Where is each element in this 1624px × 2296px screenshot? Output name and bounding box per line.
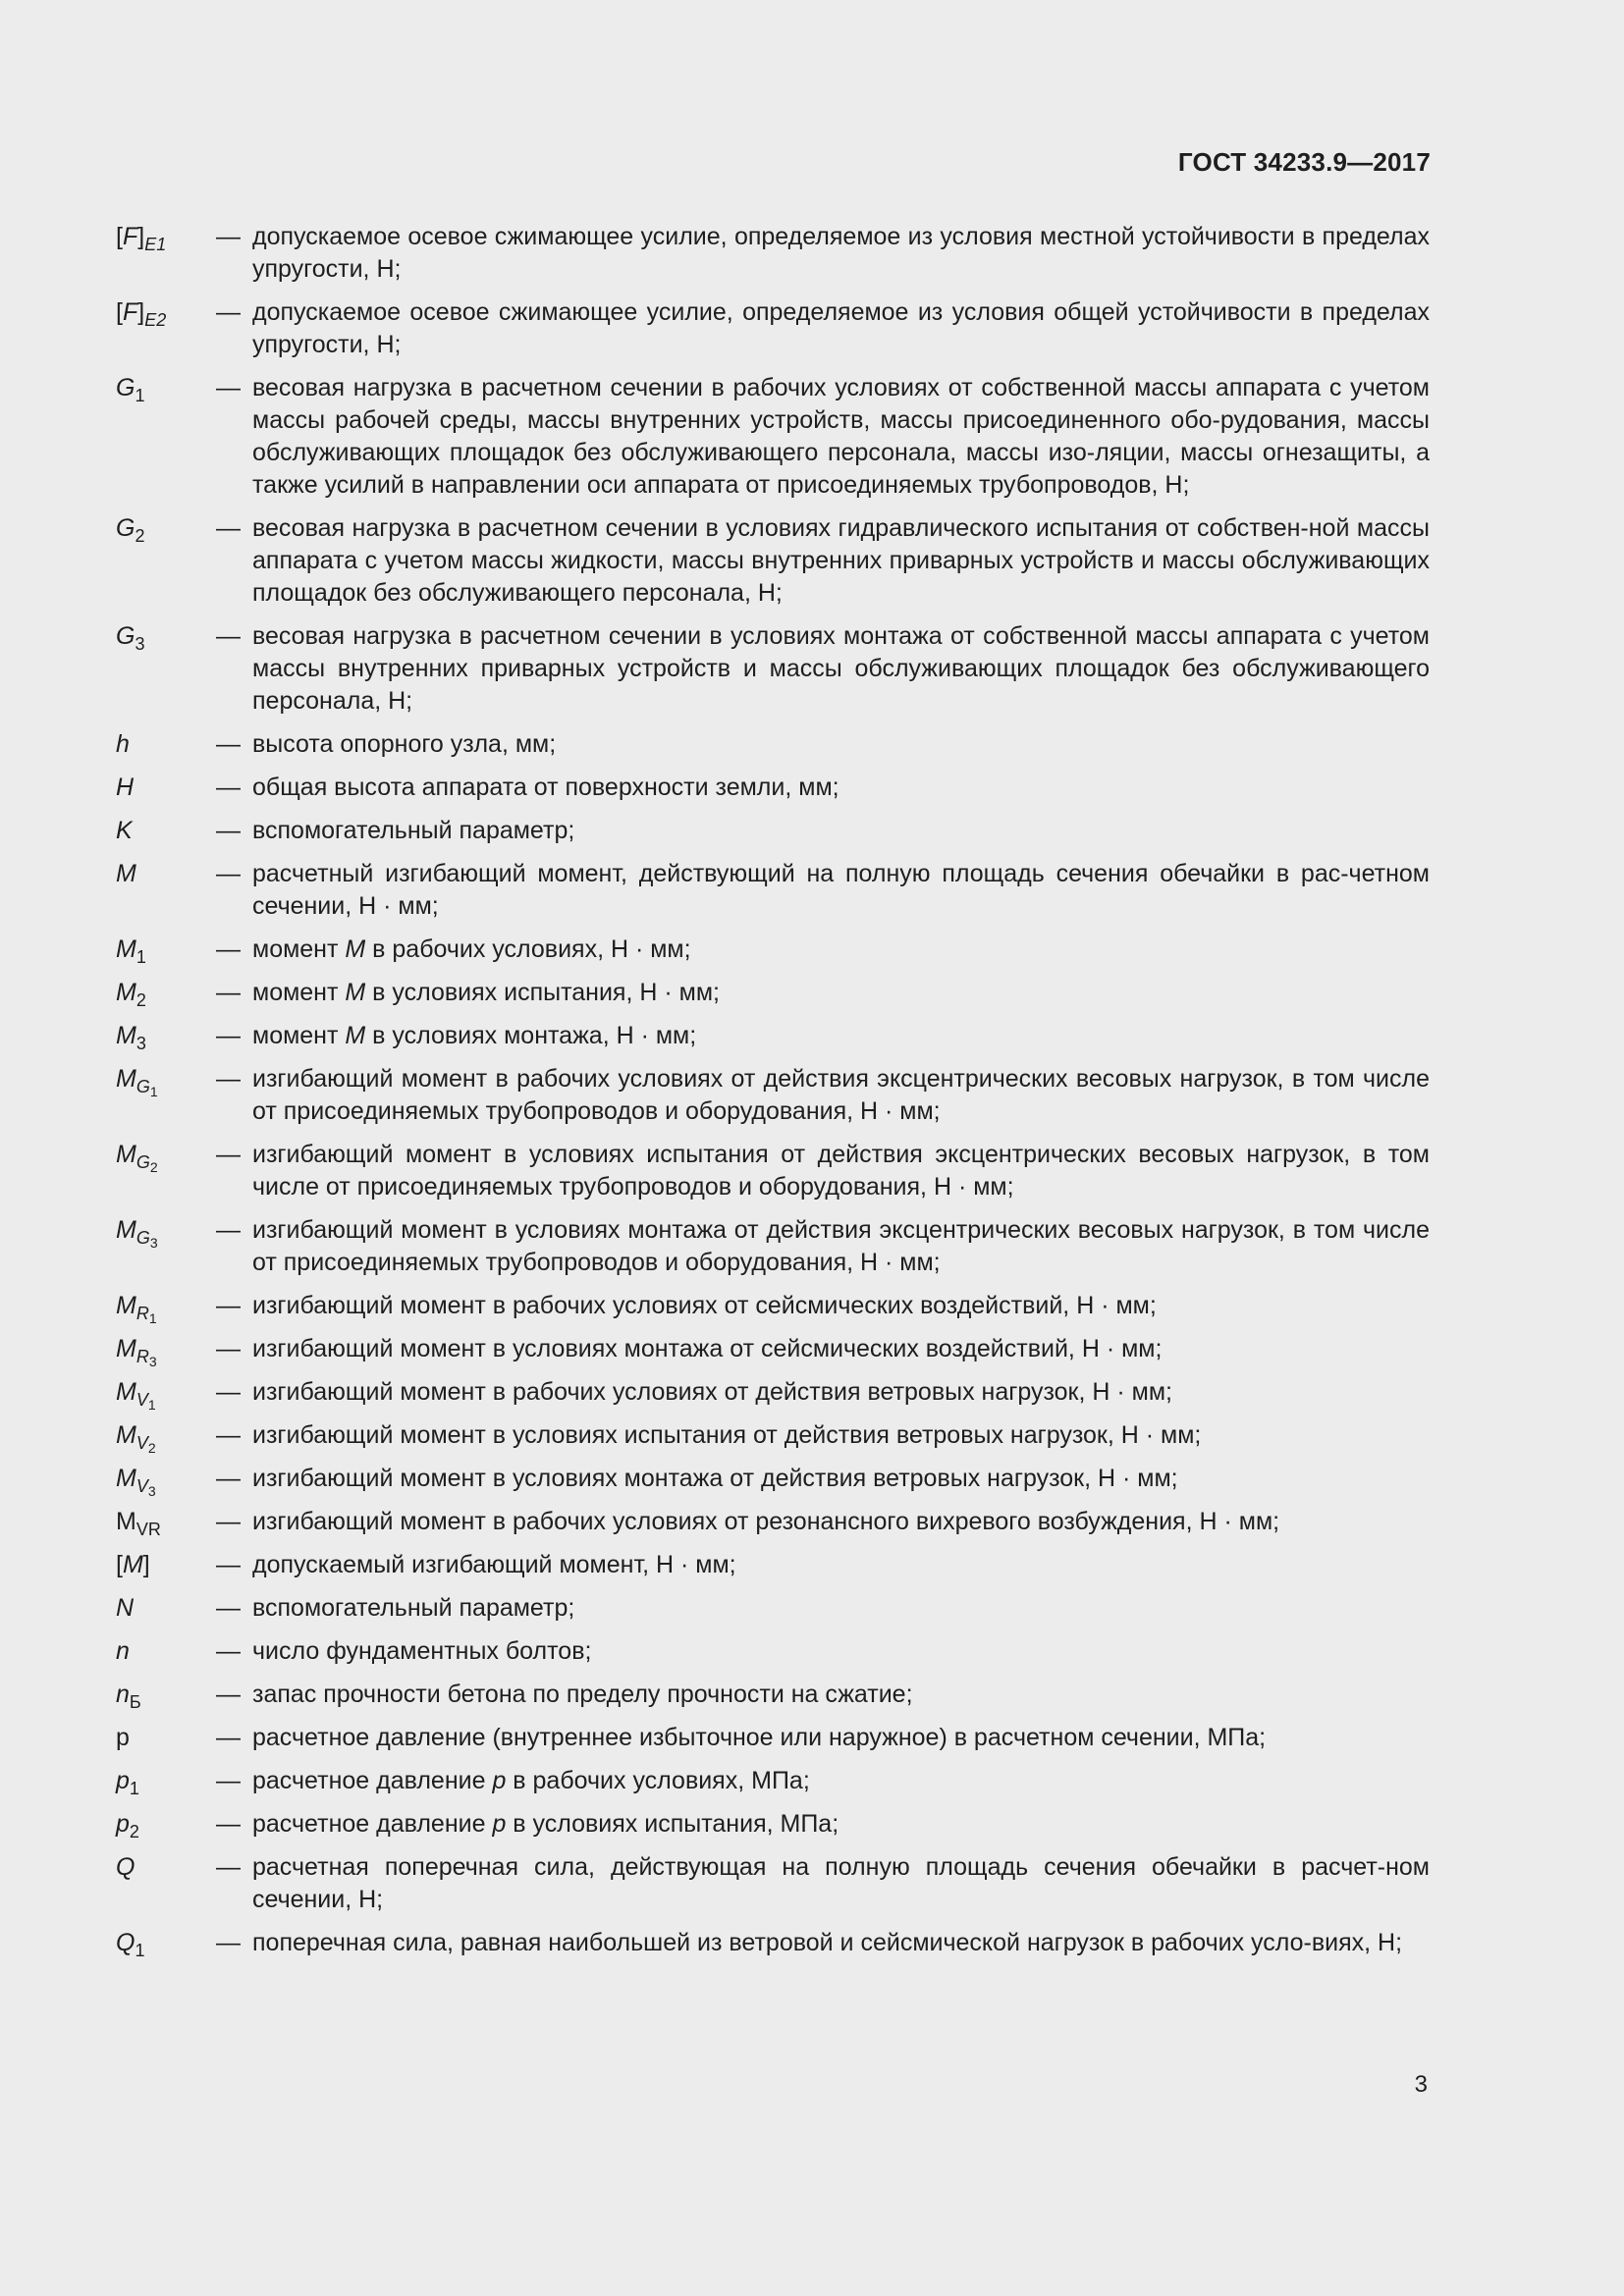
definition-row xyxy=(116,296,1430,361)
symbol-sub: R xyxy=(135,1347,149,1366)
definition-symbol xyxy=(116,1463,216,1499)
definition-text-symbol: p xyxy=(492,1810,507,1838)
definition-dash: — xyxy=(216,730,241,758)
symbol-subscript: 3 xyxy=(135,1034,146,1053)
definition-text: изгибающий момент в условиях монтажа от действия эксцентрических весовых нагрузок, в том числе от присоединяемых трубопроводов и оборудования, Н · мм; xyxy=(252,1216,1430,1276)
symbol-sub: V xyxy=(135,1433,148,1453)
definition-row xyxy=(116,372,1430,502)
definition-text: расчетная поперечная сила, действующая на полную площадь сечения обечайки в расчет-ном сечении, Н; xyxy=(252,1853,1430,1913)
definition-text-pre: момент xyxy=(252,1022,346,1049)
definition-row xyxy=(116,1020,1430,1052)
definition-dash: — xyxy=(216,1292,241,1319)
symbol-sub-subscript: 3 xyxy=(149,1235,158,1251)
definition-dash: — xyxy=(216,1141,241,1168)
symbol-subscript: 2 xyxy=(135,990,146,1010)
definition-symbol xyxy=(116,728,216,761)
definition-symbol xyxy=(116,1290,216,1326)
definition-text: допускаемое осевое сжимающее усилие, определяемое из условия местной устойчивости в пределах упругости, Н; xyxy=(252,223,1430,283)
definition-row xyxy=(116,815,1430,847)
symbol-open: [ xyxy=(116,1551,123,1578)
definition-row xyxy=(116,772,1430,804)
definition-symbol xyxy=(116,1851,216,1884)
symbol-sub: V xyxy=(135,1476,148,1496)
symbol-main: F xyxy=(122,298,138,326)
symbol-subscript: 1 xyxy=(135,1941,145,1960)
symbol-main: K xyxy=(116,817,133,844)
definition-row xyxy=(116,977,1430,1009)
definition-dash: — xyxy=(216,1216,241,1244)
symbol-sub-subscript: 2 xyxy=(149,1159,158,1175)
definition-dash: — xyxy=(216,298,241,326)
definition-symbol xyxy=(116,1419,216,1456)
symbol-main: H xyxy=(116,774,135,801)
definition-text xyxy=(252,1765,1430,1797)
definition-text xyxy=(252,977,1430,1009)
definition-dash: — xyxy=(216,1378,241,1406)
symbol-subscript xyxy=(135,1228,158,1251)
symbol-main: M xyxy=(122,1551,143,1578)
symbol-main: G xyxy=(116,374,135,401)
symbol-subscript xyxy=(135,1152,158,1175)
definition-dash: — xyxy=(216,1508,241,1535)
symbol-main: M xyxy=(116,1292,136,1319)
definition-symbol xyxy=(116,934,216,966)
symbol-main: N xyxy=(116,1594,135,1622)
definition-text: весовая нагрузка в расчетном сечении в рабочих условиях от собственной массы аппарата с учетом массы рабочей среды, массы внутренних устройств, массы присоединенного обо-рудования, массы обслуживающих площадок без обслуживающего персонала, массы изо-ляции, массы огнезащиты, а также усилий в направлении оси аппарата от присоединяемых трубопроводов, Н; xyxy=(252,374,1430,499)
definition-row xyxy=(116,1765,1430,1797)
definition-symbol xyxy=(116,512,216,545)
symbol-main: M xyxy=(116,1508,136,1535)
symbol-close: ] xyxy=(137,223,145,250)
symbol-main: G xyxy=(116,514,135,542)
definition-text: изгибающий момент в рабочих условиях от действия ветровых нагрузок, Н · мм; xyxy=(252,1378,1172,1406)
definition-text: расчетное давление (внутреннее избыточное или наружное) в расчетном сечении, МПа; xyxy=(252,1724,1267,1751)
symbol-sub-subscript: 3 xyxy=(147,1483,156,1499)
definition-row xyxy=(116,1592,1430,1625)
definition-symbol xyxy=(116,1592,216,1625)
definition-text: вспомогательный параметр; xyxy=(252,1594,575,1622)
symbol-sub: E2 xyxy=(144,310,167,330)
definition-row xyxy=(116,1290,1430,1326)
definition-symbol xyxy=(116,1333,216,1369)
symbol-main: n xyxy=(116,1681,130,1708)
definition-dash: — xyxy=(216,514,241,542)
definition-text: высота опорного узла, мм; xyxy=(252,730,557,758)
definition-dash: — xyxy=(216,817,241,844)
symbol-main: M xyxy=(116,1421,136,1449)
page-header: ГОСТ 34233.9—2017 xyxy=(1177,147,1431,177)
definition-dash: — xyxy=(216,1853,241,1881)
definition-dash: — xyxy=(216,774,241,801)
definition-text: весовая нагрузка в расчетном сечении в условиях гидравлического испытания от собствен-ной массы аппарата с учетом массы жидкости, массы внутренних приварных устройств и массы обслуживающих площадок без обслуживающего персонала, Н; xyxy=(252,514,1430,607)
definition-symbol xyxy=(116,1020,216,1052)
symbol-open: [ xyxy=(116,223,123,250)
definition-text-post: в рабочих условиях, МПа; xyxy=(506,1767,810,1794)
symbol-sub: V xyxy=(135,1390,148,1410)
definition-dash: — xyxy=(216,935,241,963)
definition-row xyxy=(116,1722,1430,1754)
definition-row xyxy=(116,1214,1430,1279)
definition-dash: — xyxy=(216,1465,241,1492)
definition-row xyxy=(116,1139,1430,1203)
definition-symbol xyxy=(116,1549,216,1581)
symbol-main: p xyxy=(116,1767,130,1794)
definition-row xyxy=(116,1927,1430,1959)
definition-symbol xyxy=(116,1063,216,1099)
definition-symbol xyxy=(116,1214,216,1251)
definition-row xyxy=(116,1808,1430,1841)
symbol-main: G xyxy=(116,622,135,650)
definition-dash: — xyxy=(216,979,241,1006)
definition-text: допускаемое осевое сжимающее усилие, определяемое из условия общей устойчивости в пределах упругости, Н; xyxy=(252,298,1430,358)
symbol-close: ] xyxy=(137,298,145,326)
symbol-main: p xyxy=(116,1810,130,1838)
definition-row xyxy=(116,512,1430,610)
symbol-main: M xyxy=(116,1378,136,1406)
definition-row xyxy=(116,1506,1430,1538)
definition-dash: — xyxy=(216,1637,241,1665)
definition-row xyxy=(116,1851,1430,1916)
symbol-main: M xyxy=(116,1065,136,1093)
symbol-main: M xyxy=(116,1465,136,1492)
definition-text: изгибающий момент в рабочих условиях от действия эксцентрических весовых нагрузок, в том числе от присоединяемых трубопроводов и оборудования, Н · мм; xyxy=(252,1065,1430,1125)
definition-text: поперечная сила, равная наибольшей из ветровой и сейсмической нагрузок в рабочих усло-виях, Н; xyxy=(252,1929,1403,1956)
definition-symbol xyxy=(116,1376,216,1413)
symbol-close: ] xyxy=(142,1551,150,1578)
symbol-main: F xyxy=(122,223,138,250)
symbol-sub-subscript: 1 xyxy=(147,1397,156,1413)
page-number: 3 xyxy=(1414,2071,1428,2098)
symbol-sub: G xyxy=(135,1077,150,1096)
definition-text: число фундаментных болтов; xyxy=(252,1637,592,1665)
definition-row xyxy=(116,1679,1430,1711)
definition-dash: — xyxy=(216,1724,241,1751)
definition-dash: — xyxy=(216,1929,241,1956)
symbol-sub: G xyxy=(135,1152,150,1172)
definition-symbol xyxy=(116,977,216,1009)
definition-dash: — xyxy=(216,1421,241,1449)
symbol-main: M xyxy=(116,1216,136,1244)
definition-text: допускаемый изгибающий момент, Н · мм; xyxy=(252,1551,736,1578)
definition-row xyxy=(116,1549,1430,1581)
definition-row xyxy=(116,1333,1430,1369)
symbol-subscript xyxy=(135,1433,156,1456)
symbol-open: [ xyxy=(116,298,123,326)
definition-row xyxy=(116,1376,1430,1413)
symbol-sub-subscript: 3 xyxy=(148,1354,157,1369)
symbol-main: n xyxy=(116,1637,130,1665)
definition-text xyxy=(252,1808,1430,1841)
definition-text: изгибающий момент в условиях монтажа от действия ветровых нагрузок, Н · мм; xyxy=(252,1465,1178,1492)
definition-symbol xyxy=(116,1506,216,1538)
definition-symbol xyxy=(116,1808,216,1841)
definition-text-post: в условиях испытания, Н · мм; xyxy=(365,979,720,1006)
definition-dash: — xyxy=(216,860,241,887)
definition-symbol xyxy=(116,620,216,653)
symbol-subscript: 1 xyxy=(129,1779,139,1798)
definition-symbol xyxy=(116,1722,216,1754)
definition-dash: — xyxy=(216,1065,241,1093)
symbol-sub-subscript: 1 xyxy=(148,1310,157,1326)
definition-symbol xyxy=(116,1139,216,1175)
definition-text xyxy=(252,1020,1430,1052)
symbol-sub-subscript: 1 xyxy=(149,1084,158,1099)
symbol-subscript xyxy=(135,1304,157,1326)
definition-text: изгибающий момент в условиях испытания от действия ветровых нагрузок, Н · мм; xyxy=(252,1421,1202,1449)
symbol-subscript xyxy=(135,1390,156,1413)
symbol-main: Q xyxy=(116,1929,135,1956)
definition-dash: — xyxy=(216,1681,241,1708)
symbol-main: p xyxy=(116,1724,130,1751)
definition-text: общая высота аппарата от поверхности земли, мм; xyxy=(252,774,839,801)
definition-text: изгибающий момент в рабочих условиях от сейсмических воздействий, Н · мм; xyxy=(252,1292,1157,1319)
definition-text-pre: момент xyxy=(252,979,346,1006)
definition-row xyxy=(116,934,1430,966)
definition-dash: — xyxy=(216,1594,241,1622)
symbol-subscript: VR xyxy=(135,1520,161,1539)
definition-text: изгибающий момент в условиях монтажа от сейсмических воздействий, Н · мм; xyxy=(252,1335,1163,1362)
symbol-sub: R xyxy=(135,1304,149,1323)
definition-row xyxy=(116,221,1430,286)
definition-row xyxy=(116,1063,1430,1128)
symbol-main: M xyxy=(116,1141,136,1168)
definition-dash: — xyxy=(216,1767,241,1794)
definition-text: расчетный изгибающий момент, действующий на полную площадь сечения обечайки в рас-четном сечении, Н · мм; xyxy=(252,860,1430,920)
symbol-sub: G xyxy=(135,1228,150,1248)
symbol-subscript: 1 xyxy=(135,386,145,405)
symbol-main: M xyxy=(116,935,136,963)
definition-text-pre: момент xyxy=(252,935,346,963)
definition-dash: — xyxy=(216,1335,241,1362)
definition-symbol xyxy=(116,221,216,253)
definition-row xyxy=(116,858,1430,923)
symbol-subscript xyxy=(144,310,166,330)
definition-text-post: в условиях испытания, МПа; xyxy=(506,1810,839,1838)
definition-dash: — xyxy=(216,374,241,401)
definition-text-symbol: M xyxy=(345,1022,366,1049)
definition-text-pre: расчетное давление xyxy=(252,1810,493,1838)
symbol-subscript xyxy=(135,1476,156,1499)
definition-symbol xyxy=(116,1927,216,1959)
definition-text-post: в условиях монтажа, Н · мм; xyxy=(365,1022,697,1049)
definition-text-post: в рабочих условиях, Н · мм; xyxy=(365,935,691,963)
definition-text: вспомогательный параметр; xyxy=(252,817,575,844)
symbol-subscript: 2 xyxy=(129,1822,139,1842)
definition-text: запас прочности бетона по пределу прочности на сжатие; xyxy=(252,1681,913,1708)
definition-row xyxy=(116,1463,1430,1499)
definition-symbol xyxy=(116,1635,216,1668)
definition-dash: — xyxy=(216,1551,241,1578)
definition-dash: — xyxy=(216,1810,241,1838)
definition-text: весовая нагрузка в расчетном сечении в условиях монтажа от собственной массы аппарата с учетом массы внутренних приварных устройств и массы обслуживающих площадок без обслуживающего персонала, Н; xyxy=(252,622,1430,715)
definition-dash: — xyxy=(216,1022,241,1049)
symbol-main: M xyxy=(116,1335,136,1362)
definition-row xyxy=(116,1419,1430,1456)
symbol-subscript: 2 xyxy=(135,526,145,546)
definition-text-symbol: M xyxy=(345,935,366,963)
definition-text-symbol: p xyxy=(492,1767,507,1794)
definition-dash: — xyxy=(216,622,241,650)
definition-row xyxy=(116,620,1430,718)
symbol-main: M xyxy=(116,860,136,887)
definition-symbol xyxy=(116,1765,216,1797)
symbol-subscript: 1 xyxy=(135,947,146,967)
symbol-subscript: 3 xyxy=(135,634,145,654)
definition-symbol xyxy=(116,296,216,329)
symbol-subscript xyxy=(135,1077,158,1099)
definition-dash: — xyxy=(216,223,241,250)
definition-symbol xyxy=(116,772,216,804)
definition-row xyxy=(116,1635,1430,1668)
symbol-subscript: Б xyxy=(129,1692,141,1712)
symbol-main: M xyxy=(116,1022,136,1049)
symbol-subscript xyxy=(144,235,166,254)
definition-symbol xyxy=(116,372,216,404)
symbol-sub-subscript: 2 xyxy=(147,1440,156,1456)
definition-row xyxy=(116,728,1430,761)
symbol-sub: E1 xyxy=(144,235,167,254)
symbol-main: h xyxy=(116,730,130,758)
definition-text-pre: расчетное давление xyxy=(252,1767,493,1794)
definition-text: изгибающий момент в условиях испытания от действия эксцентрических весовых нагрузок, в том числе от присоединяемых трубопроводов и оборудования, Н · мм; xyxy=(252,1141,1430,1201)
definition-symbol xyxy=(116,858,216,890)
definition-symbol xyxy=(116,1679,216,1711)
definitions-list xyxy=(116,221,1430,1970)
symbol-main: Q xyxy=(116,1853,135,1881)
symbol-main: M xyxy=(116,979,136,1006)
definition-text xyxy=(252,934,1430,966)
definition-text-symbol: M xyxy=(345,979,366,1006)
definition-text: изгибающий момент в рабочих условиях от резонансного вихревого возбуждения, Н · мм; xyxy=(252,1508,1280,1535)
symbol-subscript xyxy=(135,1347,157,1369)
definition-symbol xyxy=(116,815,216,847)
